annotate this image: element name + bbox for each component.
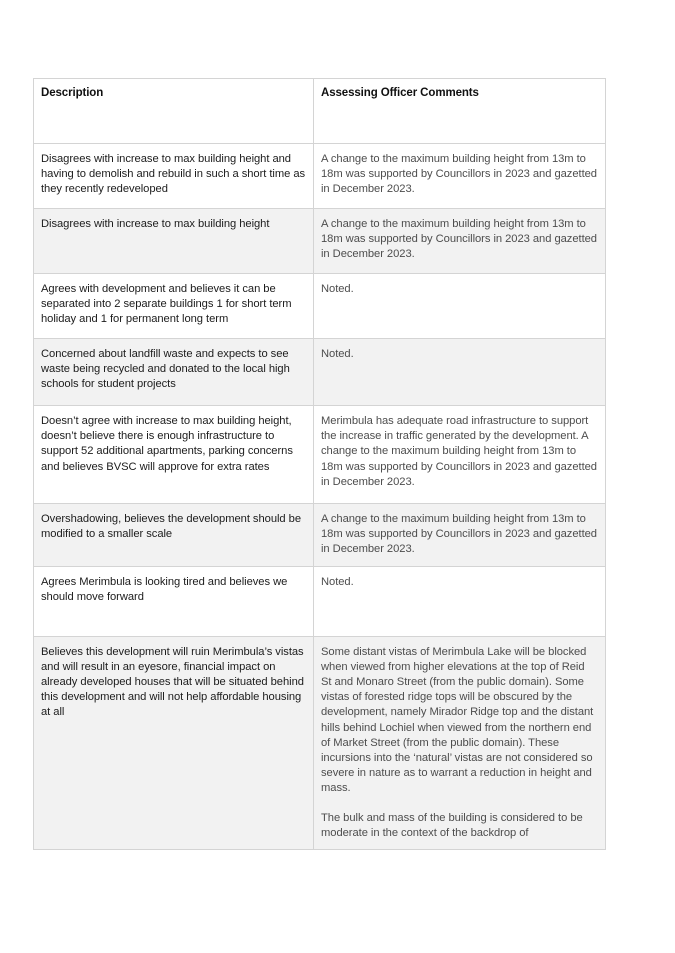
officer-comment: Merimbula has adequate road infrastructure to support the increase in traffic generated by the development. A change to the maximum building height from 13m to 18m was supported by Councillors in 2023 and gazetted in December 2023. (314, 406, 606, 504)
table-row (34, 274, 606, 339)
officer-comment: Noted. (314, 339, 606, 406)
officer-comment-paragraph: The bulk and mass of the building is considered to be moderate in the context of the backdrop of (321, 811, 583, 839)
officer-comment: Noted. (314, 566, 606, 636)
column-header-assessing-officer-comments: Assessing Officer Comments (314, 79, 606, 144)
table-row (34, 209, 606, 274)
submission-description: Concerned about landfill waste and expects to see waste being recycled and donated to the local high schools for student projects (34, 339, 314, 406)
officer-comment-paragraph: Some distant vistas of Merimbula Lake will be blocked when viewed from higher elevations at the top of Reid St and Monaro Street (from the public domain). Some vistas of forested ridge tops will be obscured by the development, namely Mirador Ridge top and the distant hills behind Lochiel when viewed from the northern end of Market Street (from the public domain). These incursions into the ‘natural’ vistas are not considered so severe in nature as to warrant a reduction in height and mass. (321, 645, 594, 795)
submission-description: Agrees Merimbula is looking tired and believes we should move forward (34, 566, 314, 636)
table-body (34, 144, 606, 850)
table-header-row (34, 79, 606, 144)
submissions-comments-table (33, 78, 606, 850)
table-row (34, 504, 606, 567)
table-row (34, 636, 606, 849)
table-row (34, 566, 606, 636)
submission-description: Believes this development will ruin Merimbula’s vistas and will result in an eyesore, financial impact on already developed houses that will be situated behind this development and will not help affordable housing at all (34, 636, 314, 849)
submission-description: Agrees with development and believes it can be separated into 2 separate buildings 1 for short term holiday and 1 for permanent long term (34, 274, 314, 339)
officer-comment: A change to the maximum building height from 13m to 18m was supported by Councillors in 2023 and gazetted in December 2023. (314, 504, 606, 567)
table-row (34, 144, 606, 209)
submission-description: Doesn’t agree with increase to max building height, doesn’t believe there is enough infrastructure to support 52 additional apartments, parking concerns and believes BVSC will approve for extra rates (34, 406, 314, 504)
officer-comment: A change to the maximum building height from 13m to 18m was supported by Councillors in 2023 and gazetted in December 2023. (314, 209, 606, 274)
submission-description: Disagrees with increase to max building height (34, 209, 314, 274)
officer-comment: A change to the maximum building height from 13m to 18m was supported by Councillors in 2023 and gazetted in December 2023. (314, 144, 606, 209)
table-row (34, 339, 606, 406)
officer-comment (314, 636, 606, 849)
submission-description: Disagrees with increase to max building height and having to demolish and rebuild in such a short time as they recently redeveloped (34, 144, 314, 209)
officer-comment: Noted. (314, 274, 606, 339)
table-row (34, 406, 606, 504)
submission-description: Overshadowing, believes the development should be modified to a smaller scale (34, 504, 314, 567)
column-header-description: Description (34, 79, 314, 144)
table-header (34, 79, 606, 144)
